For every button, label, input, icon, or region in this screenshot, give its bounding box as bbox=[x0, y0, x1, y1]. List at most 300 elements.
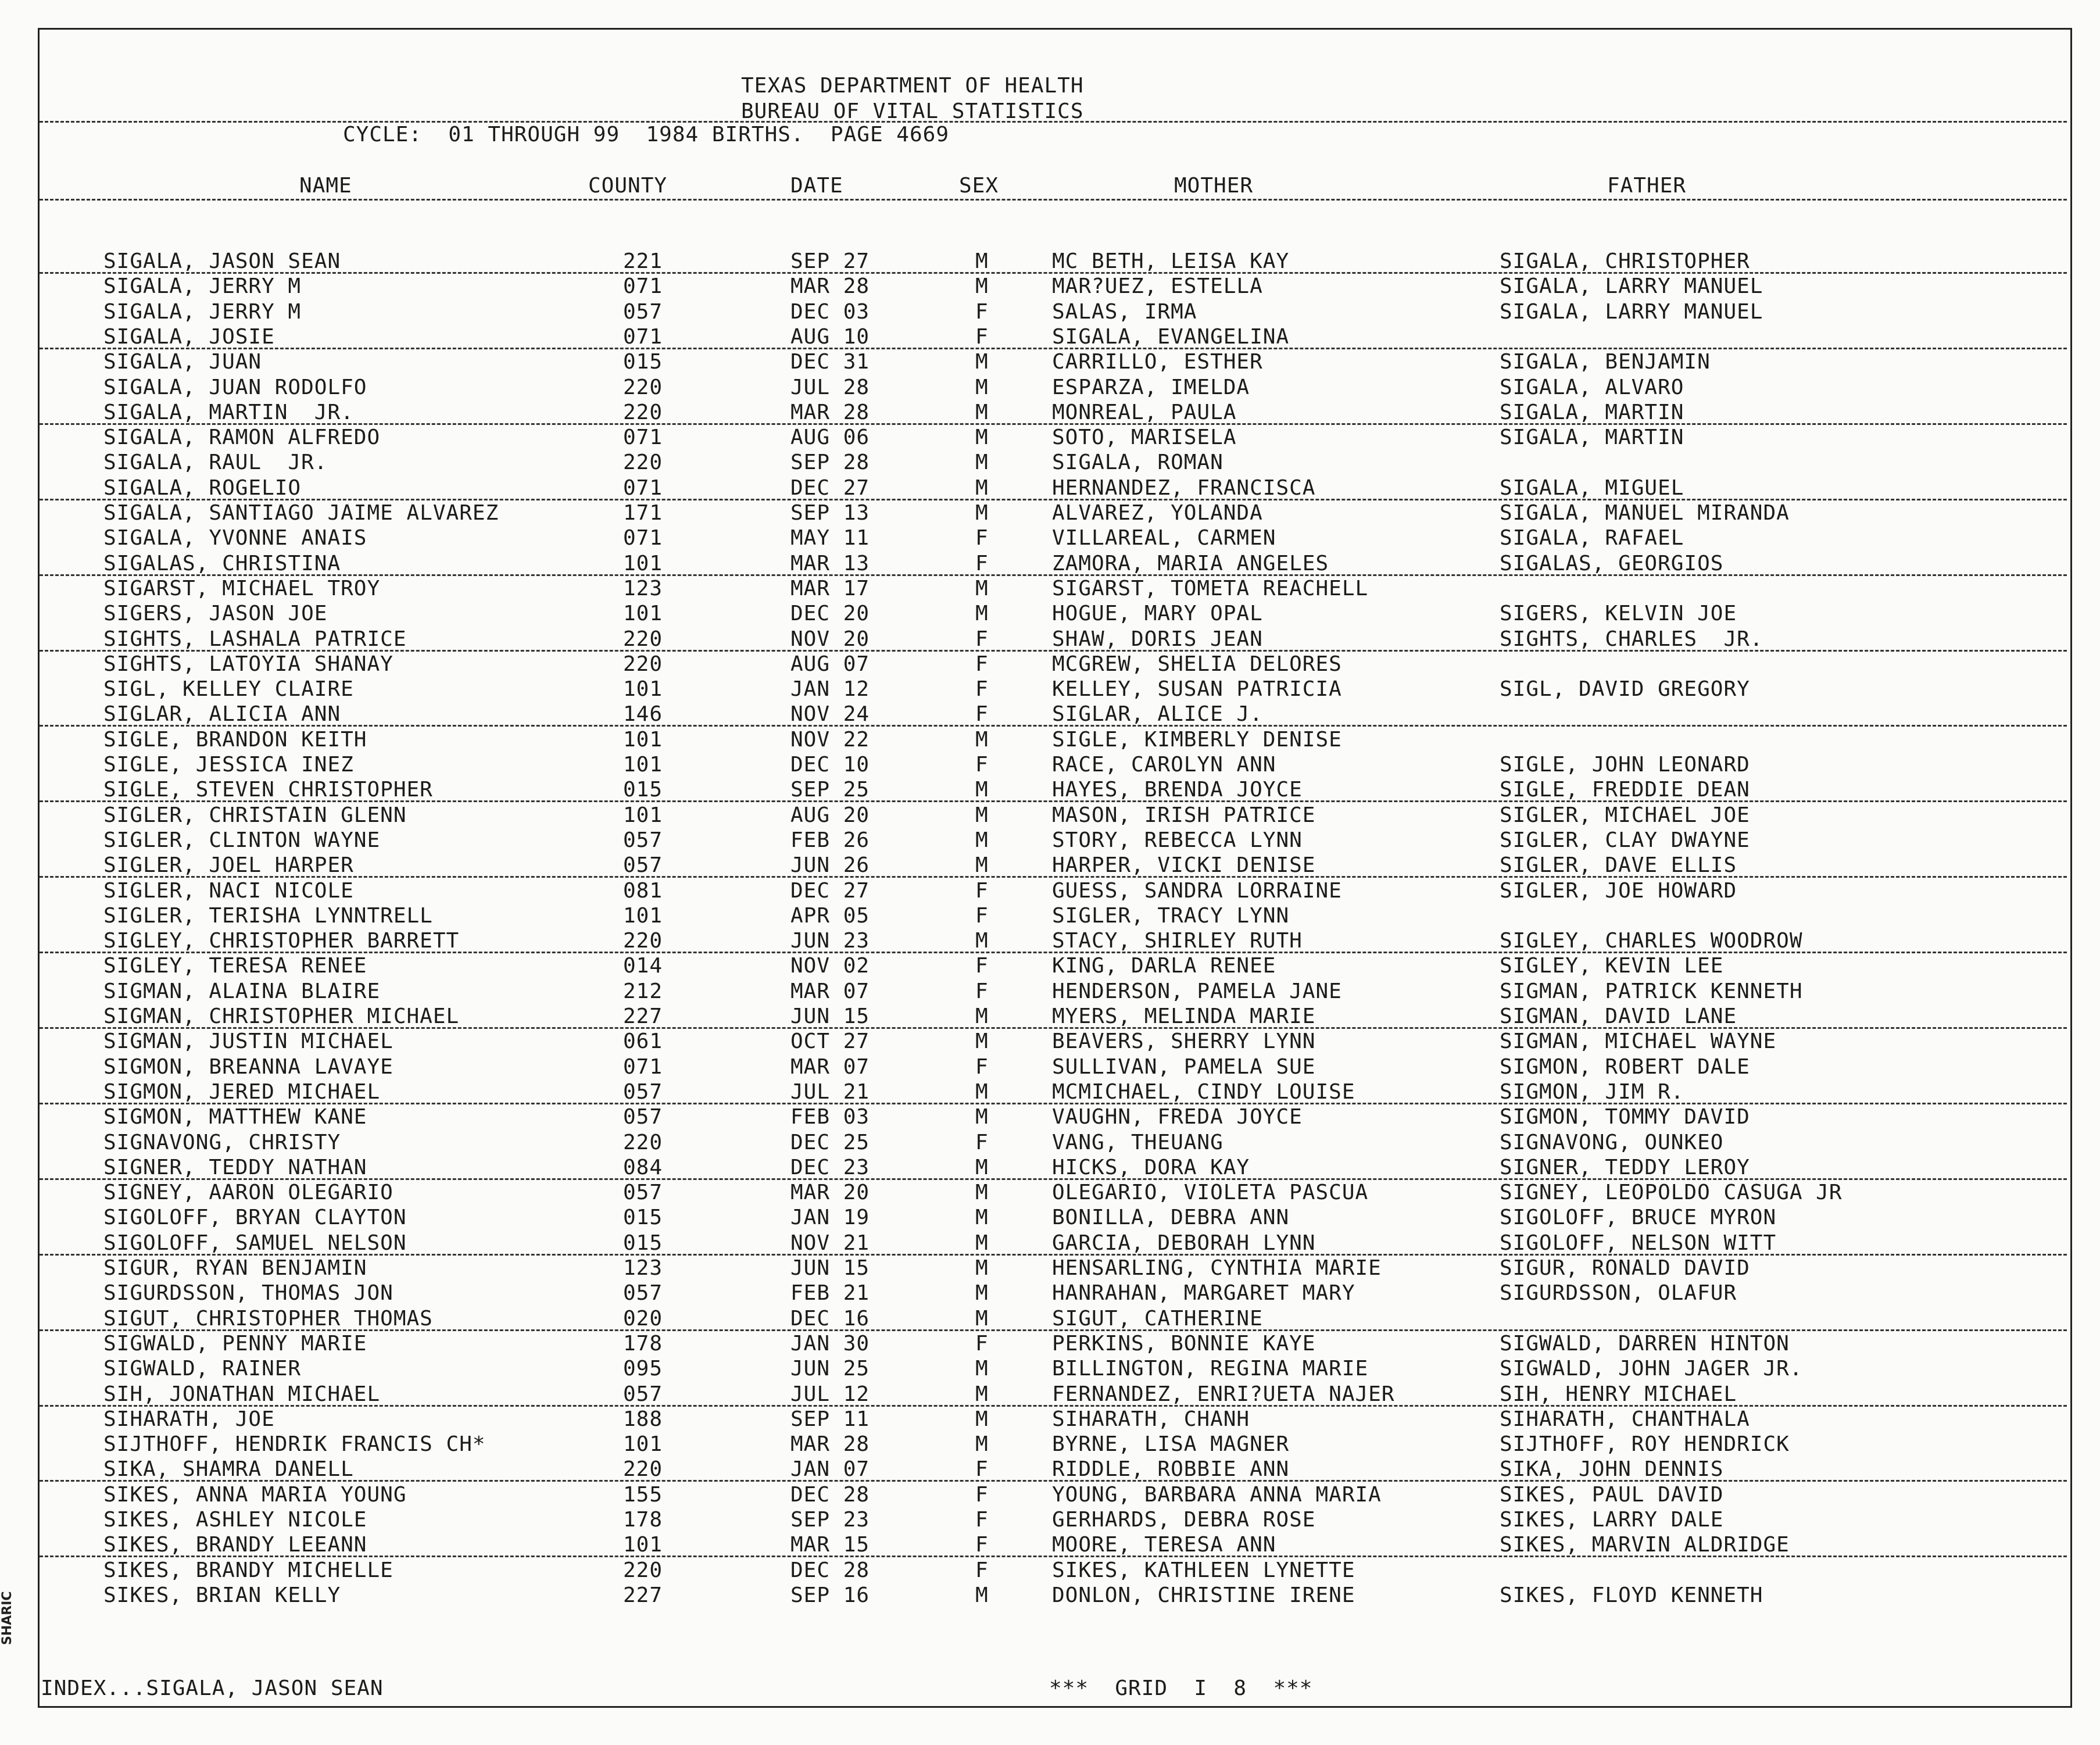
record-name: SIKES, BRANDY LEEANN bbox=[103, 1533, 367, 1557]
record-mother: BYRNE, LISA MAGNER bbox=[1052, 1432, 1290, 1456]
record-mother: STACY, SHIRLEY RUTH bbox=[1052, 929, 1303, 953]
record-sex: F bbox=[975, 627, 989, 651]
record-county: 221 bbox=[623, 249, 663, 273]
record-county: 015 bbox=[623, 350, 663, 374]
row-separator bbox=[40, 1329, 2067, 1331]
record-father: SIGALA, MARTIN bbox=[1500, 425, 1684, 449]
record-mother: HERNANDEZ, FRANCISCA bbox=[1052, 476, 1316, 500]
record-name: SIGALA, JUAN bbox=[103, 350, 262, 374]
record-name: SIGLER, TERISHA LYNNTRELL bbox=[103, 904, 433, 928]
record-mother: DONLON, CHRISTINE IRENE bbox=[1052, 1583, 1355, 1607]
record-sex: M bbox=[975, 728, 989, 752]
record-name: SIGWALD, PENNY MARIE bbox=[103, 1332, 367, 1356]
record-date: JUN 26 bbox=[790, 853, 870, 877]
row-separator bbox=[40, 1254, 2067, 1256]
record-name: SIGALA, ROGELIO bbox=[103, 476, 302, 500]
record-county: 101 bbox=[623, 602, 663, 625]
record-county: 220 bbox=[623, 929, 663, 953]
row-separator bbox=[40, 952, 2067, 953]
record-county: 057 bbox=[623, 828, 663, 852]
record-county: 220 bbox=[623, 450, 663, 474]
record-date: SEP 16 bbox=[790, 1583, 870, 1607]
record-mother: OLEGARIO, VIOLETA PASCUA bbox=[1052, 1181, 1369, 1204]
record-sex: M bbox=[975, 1231, 989, 1255]
record-mother: ZAMORA, MARIA ANGELES bbox=[1052, 552, 1329, 575]
record-county: 057 bbox=[623, 1105, 663, 1129]
record-county: 146 bbox=[623, 702, 663, 726]
record-date: SEP 25 bbox=[790, 778, 870, 802]
record-father: SIGMAN, DAVID LANE bbox=[1500, 1004, 1737, 1028]
record-date: MAR 20 bbox=[790, 1181, 870, 1204]
row-separator bbox=[40, 1480, 2067, 1482]
record-name: SIGLE, JESSICA INEZ bbox=[103, 753, 354, 777]
record-father: SIGALA, RAFAEL bbox=[1500, 526, 1684, 550]
record-name: SIGLAR, ALICIA ANN bbox=[103, 702, 341, 726]
record-name: SIGALA, RAUL JR. bbox=[103, 450, 328, 474]
record-sex: M bbox=[975, 476, 989, 500]
record-name: SIGMAN, CHRISTOPHER MICHAEL bbox=[103, 1004, 460, 1028]
record-name: SIGALA, MARTIN JR. bbox=[103, 401, 354, 424]
record-mother: SIGLER, TRACY LYNN bbox=[1052, 904, 1290, 928]
record-county: 123 bbox=[623, 1256, 663, 1280]
column-header-mother: MOTHER bbox=[1174, 174, 1254, 198]
record-sex: M bbox=[975, 249, 989, 273]
record-father: SIKES, LARRY DALE bbox=[1500, 1508, 1724, 1532]
record-county: 212 bbox=[623, 979, 663, 1003]
record-county: 123 bbox=[623, 577, 663, 600]
record-sex: M bbox=[975, 425, 989, 449]
record-mother: MC BETH, LEISA KAY bbox=[1052, 249, 1290, 273]
record-sex: M bbox=[975, 929, 989, 953]
row-separator bbox=[40, 1405, 2067, 1407]
record-father: SIJTHOFF, ROY HENDRICK bbox=[1500, 1432, 1790, 1456]
record-sex: M bbox=[975, 1080, 989, 1104]
record-mother: SIKES, KATHLEEN LYNETTE bbox=[1052, 1558, 1355, 1582]
record-date: JUN 25 bbox=[790, 1357, 870, 1381]
record-date: NOV 21 bbox=[790, 1231, 870, 1255]
row-separator bbox=[40, 423, 2067, 425]
record-date: SEP 28 bbox=[790, 450, 870, 474]
record-father: SIGNER, TEDDY LEROY bbox=[1500, 1156, 1750, 1179]
record-father: SIGALA, BENJAMIN bbox=[1500, 350, 1711, 374]
record-father: SIGALA, MARTIN bbox=[1500, 401, 1684, 424]
record-father: SIGLEY, KEVIN LEE bbox=[1500, 954, 1724, 978]
record-county: 220 bbox=[623, 627, 663, 651]
record-sex: F bbox=[975, 300, 989, 324]
record-name: SIGLER, CLINTON WAYNE bbox=[103, 828, 381, 852]
column-header-sex: SEX bbox=[959, 174, 999, 198]
record-mother: KING, DARLA RENEE bbox=[1052, 954, 1276, 978]
record-sex: M bbox=[975, 602, 989, 625]
row-separator bbox=[40, 725, 2067, 727]
record-father: SIGALA, LARRY MANUEL bbox=[1500, 300, 1763, 324]
record-county: 014 bbox=[623, 954, 663, 978]
record-sex: F bbox=[975, 652, 989, 676]
record-date: SEP 23 bbox=[790, 1508, 870, 1532]
record-county: 081 bbox=[623, 879, 663, 903]
record-mother: RACE, CAROLYN ANN bbox=[1052, 753, 1276, 777]
row-separator bbox=[40, 1027, 2067, 1029]
record-mother: SIGLE, KIMBERLY DENISE bbox=[1052, 728, 1342, 752]
footer-grid: *** GRID I 8 *** bbox=[1049, 1676, 1313, 1700]
record-date: AUG 06 bbox=[790, 425, 870, 449]
record-father: SIGLER, CLAY DWAYNE bbox=[1500, 828, 1750, 852]
record-county: 061 bbox=[623, 1029, 663, 1053]
record-date: MAR 13 bbox=[790, 552, 870, 575]
column-header-county: COUNTY bbox=[588, 174, 668, 198]
record-county: 220 bbox=[623, 1457, 663, 1481]
record-name: SIKES, BRANDY MICHELLE bbox=[103, 1558, 393, 1582]
row-separator bbox=[40, 800, 2067, 802]
record-name: SIGMAN, ALAINA BLAIRE bbox=[103, 979, 381, 1003]
record-county: 057 bbox=[623, 1181, 663, 1204]
record-date: DEC 10 bbox=[790, 753, 870, 777]
record-name: SIGLER, NACI NICOLE bbox=[103, 879, 354, 903]
record-sex: M bbox=[975, 1357, 989, 1381]
record-sex: F bbox=[975, 1457, 989, 1481]
record-mother: SIGLAR, ALICE J. bbox=[1052, 702, 1263, 726]
record-mother: SHAW, DORIS JEAN bbox=[1052, 627, 1263, 651]
record-father: SIGMAN, MICHAEL WAYNE bbox=[1500, 1029, 1777, 1053]
record-father: SIGALA, MIGUEL bbox=[1500, 476, 1684, 500]
record-name: SIJTHOFF, HENDRIK FRANCIS CH* bbox=[103, 1432, 486, 1456]
record-mother: MCGREW, SHELIA DELORES bbox=[1052, 652, 1342, 676]
record-date: DEC 25 bbox=[790, 1131, 870, 1154]
record-mother: HAYES, BRENDA JOYCE bbox=[1052, 778, 1303, 802]
record-county: 071 bbox=[623, 325, 663, 349]
record-county: 095 bbox=[623, 1357, 663, 1381]
record-name: SIGALA, JASON SEAN bbox=[103, 249, 341, 273]
record-date: FEB 21 bbox=[790, 1281, 870, 1305]
record-date: JUL 28 bbox=[790, 376, 870, 399]
record-mother: MONREAL, PAULA bbox=[1052, 401, 1237, 424]
record-county: 155 bbox=[623, 1483, 663, 1507]
record-county: 057 bbox=[623, 1281, 663, 1305]
record-mother: KELLEY, SUSAN PATRICIA bbox=[1052, 677, 1342, 701]
row-separator bbox=[40, 348, 2067, 349]
record-mother: ALVAREZ, YOLANDA bbox=[1052, 501, 1263, 525]
record-father: SIGLEY, CHARLES WOODROW bbox=[1500, 929, 1803, 953]
record-county: 101 bbox=[623, 904, 663, 928]
record-name: SIH, JONATHAN MICHAEL bbox=[103, 1382, 381, 1406]
record-sex: F bbox=[975, 325, 989, 349]
record-name: SIGALA, JERRY M bbox=[103, 300, 302, 324]
record-name: SIKA, SHAMRA DANELL bbox=[103, 1457, 354, 1481]
record-sex: M bbox=[975, 1029, 989, 1053]
record-sex: F bbox=[975, 526, 989, 550]
side-stamp: SHARIC bbox=[0, 1591, 15, 1645]
row-separator bbox=[40, 650, 2067, 652]
record-mother: PERKINS, BONNIE KAYE bbox=[1052, 1332, 1316, 1356]
record-sex: M bbox=[975, 401, 989, 424]
record-father: SIGL, DAVID GREGORY bbox=[1500, 677, 1750, 701]
record-father: SIGOLOFF, BRUCE MYRON bbox=[1500, 1206, 1777, 1229]
record-name: SIGHTS, LATOYIA SHANAY bbox=[103, 652, 393, 676]
record-mother: BONILLA, DEBRA ANN bbox=[1052, 1206, 1290, 1229]
record-father: SIGUR, RONALD DAVID bbox=[1500, 1256, 1750, 1280]
record-father: SIGMON, TOMMY DAVID bbox=[1500, 1105, 1750, 1129]
record-mother: MYERS, MELINDA MARIE bbox=[1052, 1004, 1316, 1028]
record-sex: M bbox=[975, 501, 989, 525]
record-father: SIGALAS, GEORGIOS bbox=[1500, 552, 1724, 575]
record-mother: CARRILLO, ESTHER bbox=[1052, 350, 1263, 374]
record-mother: FERNANDEZ, ENRI?UETA NAJER bbox=[1052, 1382, 1395, 1406]
record-sex: M bbox=[975, 350, 989, 374]
record-name: SIGLEY, TERESA RENEE bbox=[103, 954, 367, 978]
record-mother: BEAVERS, SHERRY LYNN bbox=[1052, 1029, 1316, 1053]
row-separator bbox=[40, 1178, 2067, 1180]
record-sex: F bbox=[975, 1508, 989, 1532]
record-date: JAN 07 bbox=[790, 1457, 870, 1481]
record-date: DEC 20 bbox=[790, 602, 870, 625]
record-sex: M bbox=[975, 1281, 989, 1305]
record-name: SIGWALD, RAINER bbox=[103, 1357, 302, 1381]
record-mother: SOTO, MARISELA bbox=[1052, 425, 1237, 449]
record-date: DEC 03 bbox=[790, 300, 870, 324]
record-date: SEP 11 bbox=[790, 1407, 870, 1431]
record-date: JAN 19 bbox=[790, 1206, 870, 1229]
record-mother: BILLINGTON, REGINA MARIE bbox=[1052, 1357, 1369, 1381]
record-sex: M bbox=[975, 803, 989, 827]
record-date: MAR 07 bbox=[790, 979, 870, 1003]
record-father: SIGLER, JOE HOWARD bbox=[1500, 879, 1737, 903]
record-mother: HENDERSON, PAMELA JANE bbox=[1052, 979, 1342, 1003]
record-name: SIGOLOFF, BRYAN CLAYTON bbox=[103, 1206, 407, 1229]
record-mother: MOORE, TERESA ANN bbox=[1052, 1533, 1276, 1557]
record-county: 220 bbox=[623, 652, 663, 676]
record-date: MAR 15 bbox=[790, 1533, 870, 1557]
record-county: 057 bbox=[623, 853, 663, 877]
column-header-rule bbox=[40, 199, 2067, 201]
record-sex: F bbox=[975, 904, 989, 928]
record-father: SIHARATH, CHANTHALA bbox=[1500, 1407, 1750, 1431]
record-name: SIGNAVONG, CHRISTY bbox=[103, 1131, 341, 1154]
column-header-name: NAME bbox=[299, 174, 352, 198]
record-sex: F bbox=[975, 1131, 989, 1154]
record-mother: SIGARST, TOMETA REACHELL bbox=[1052, 577, 1369, 600]
record-sex: F bbox=[975, 1055, 989, 1079]
header-agency: TEXAS DEPARTMENT OF HEALTH bbox=[741, 74, 1084, 98]
record-date: MAR 07 bbox=[790, 1055, 870, 1079]
record-sex: M bbox=[975, 1156, 989, 1179]
record-county: 020 bbox=[623, 1307, 663, 1331]
record-county: 071 bbox=[623, 1055, 663, 1079]
record-father: SIGWALD, DARREN HINTON bbox=[1500, 1332, 1790, 1356]
row-separator bbox=[40, 1556, 2067, 1557]
record-date: JUL 12 bbox=[790, 1382, 870, 1406]
record-mother: MASON, IRISH PATRICE bbox=[1052, 803, 1316, 827]
record-father: SIGMAN, PATRICK KENNETH bbox=[1500, 979, 1803, 1003]
record-date: JAN 30 bbox=[790, 1332, 870, 1356]
record-mother: STORY, REBECCA LYNN bbox=[1052, 828, 1303, 852]
record-date: DEC 27 bbox=[790, 476, 870, 500]
record-date: MAR 28 bbox=[790, 401, 870, 424]
record-date: NOV 02 bbox=[790, 954, 870, 978]
record-date: OCT 27 bbox=[790, 1029, 870, 1053]
record-sex: M bbox=[975, 1307, 989, 1331]
record-county: 220 bbox=[623, 1131, 663, 1154]
record-date: NOV 24 bbox=[790, 702, 870, 726]
record-county: 015 bbox=[623, 1206, 663, 1229]
record-father: SIGERS, KELVIN JOE bbox=[1500, 602, 1737, 625]
record-sex: F bbox=[975, 954, 989, 978]
record-sex: M bbox=[975, 1181, 989, 1204]
record-name: SIGNEY, AARON OLEGARIO bbox=[103, 1181, 393, 1204]
record-mother: SIHARATH, CHANH bbox=[1052, 1407, 1250, 1431]
record-name: SIGLER, CHRISTAIN GLENN bbox=[103, 803, 407, 827]
record-county: 071 bbox=[623, 526, 663, 550]
record-mother: HOGUE, MARY OPAL bbox=[1052, 602, 1263, 625]
record-county: 101 bbox=[623, 677, 663, 701]
record-date: FEB 26 bbox=[790, 828, 870, 852]
record-county: 227 bbox=[623, 1583, 663, 1607]
record-name: SIGALA, RAMON ALFREDO bbox=[103, 425, 381, 449]
record-sex: F bbox=[975, 979, 989, 1003]
record-father: SIGNEY, LEOPOLDO CASUGA JR bbox=[1500, 1181, 1843, 1204]
record-mother: SIGALA, EVANGELINA bbox=[1052, 325, 1290, 349]
record-father: SIGLE, JOHN LEONARD bbox=[1500, 753, 1750, 777]
record-sex: F bbox=[975, 552, 989, 575]
record-mother: VILLAREAL, CARMEN bbox=[1052, 526, 1276, 550]
column-header-father: FATHER bbox=[1607, 174, 1687, 198]
record-name: SIHARATH, JOE bbox=[103, 1407, 275, 1431]
record-date: DEC 28 bbox=[790, 1483, 870, 1507]
row-separator bbox=[40, 499, 2067, 500]
header-bureau: BUREAU OF VITAL STATISTICS bbox=[741, 99, 1084, 123]
record-mother: VAUGHN, FREDA JOYCE bbox=[1052, 1105, 1303, 1129]
record-mother: GERHARDS, DEBRA ROSE bbox=[1052, 1508, 1316, 1532]
record-name: SIGALA, SANTIAGO JAIME ALVAREZ bbox=[103, 501, 499, 525]
record-sex: F bbox=[975, 677, 989, 701]
record-date: DEC 31 bbox=[790, 350, 870, 374]
record-sex: M bbox=[975, 853, 989, 877]
record-name: SIKES, ANNA MARIA YOUNG bbox=[103, 1483, 407, 1507]
record-father: SIGLER, DAVE ELLIS bbox=[1500, 853, 1737, 877]
header-cycle: CYCLE: 01 THROUGH 99 1984 BIRTHS. PAGE 4669 bbox=[343, 123, 949, 146]
record-father: SIGURDSSON, OLAFUR bbox=[1500, 1281, 1737, 1305]
record-name: SIGL, KELLEY CLAIRE bbox=[103, 677, 354, 701]
record-county: 178 bbox=[623, 1332, 663, 1356]
record-county: 101 bbox=[623, 728, 663, 752]
record-county: 178 bbox=[623, 1508, 663, 1532]
record-mother: SIGALA, ROMAN bbox=[1052, 450, 1223, 474]
record-name: SIGNER, TEDDY NATHAN bbox=[103, 1156, 367, 1179]
record-sex: M bbox=[975, 1583, 989, 1607]
record-father: SIH, HENRY MICHAEL bbox=[1500, 1382, 1737, 1406]
record-name: SIGERS, JASON JOE bbox=[103, 602, 328, 625]
record-name: SIGALAS, CHRISTINA bbox=[103, 552, 341, 575]
record-date: MAR 17 bbox=[790, 577, 870, 600]
record-mother: HICKS, DORA KAY bbox=[1052, 1156, 1250, 1179]
record-sex: F bbox=[975, 753, 989, 777]
record-county: 071 bbox=[623, 274, 663, 298]
record-father: SIGWALD, JOHN JAGER JR. bbox=[1500, 1357, 1803, 1381]
record-name: SIGLE, BRANDON KEITH bbox=[103, 728, 367, 752]
record-sex: M bbox=[975, 450, 989, 474]
record-sex: M bbox=[975, 1206, 989, 1229]
record-date: JUL 21 bbox=[790, 1080, 870, 1104]
row-separator bbox=[40, 1103, 2067, 1104]
record-county: 220 bbox=[623, 401, 663, 424]
record-mother: YOUNG, BARBARA ANNA MARIA bbox=[1052, 1483, 1382, 1507]
record-date: MAR 28 bbox=[790, 1432, 870, 1456]
record-county: 220 bbox=[623, 1558, 663, 1582]
record-sex: F bbox=[975, 1483, 989, 1507]
record-sex: M bbox=[975, 274, 989, 298]
record-mother: HARPER, VICKI DENISE bbox=[1052, 853, 1316, 877]
record-county: 220 bbox=[623, 376, 663, 399]
record-sex: F bbox=[975, 1533, 989, 1557]
column-header-date: DATE bbox=[790, 174, 843, 198]
record-sex: F bbox=[975, 1332, 989, 1356]
record-mother: GARCIA, DEBORAH LYNN bbox=[1052, 1231, 1316, 1255]
record-county: 101 bbox=[623, 753, 663, 777]
record-sex: M bbox=[975, 577, 989, 600]
record-date: DEC 27 bbox=[790, 879, 870, 903]
record-father: SIKES, MARVIN ALDRIDGE bbox=[1500, 1533, 1790, 1557]
record-sex: M bbox=[975, 1432, 989, 1456]
record-father: SIGLE, FREDDIE DEAN bbox=[1500, 778, 1750, 802]
record-date: JUN 15 bbox=[790, 1256, 870, 1280]
record-father: SIGALA, CHRISTOPHER bbox=[1500, 249, 1750, 273]
record-father: SIGMON, ROBERT DALE bbox=[1500, 1055, 1750, 1079]
record-date: FEB 03 bbox=[790, 1105, 870, 1129]
record-county: 101 bbox=[623, 1432, 663, 1456]
record-mother: MAR?UEZ, ESTELLA bbox=[1052, 274, 1263, 298]
record-name: SIGMON, JERED MICHAEL bbox=[103, 1080, 381, 1104]
record-date: AUG 20 bbox=[790, 803, 870, 827]
record-sex: M bbox=[975, 1004, 989, 1028]
record-father: SIGMON, JIM R. bbox=[1500, 1080, 1684, 1104]
record-sex: M bbox=[975, 376, 989, 399]
record-date: SEP 13 bbox=[790, 501, 870, 525]
record-father: SIGALA, ALVARO bbox=[1500, 376, 1684, 399]
record-mother: VANG, THEUANG bbox=[1052, 1131, 1223, 1154]
record-county: 057 bbox=[623, 300, 663, 324]
row-separator bbox=[40, 272, 2067, 274]
record-name: SIKES, ASHLEY NICOLE bbox=[103, 1508, 367, 1532]
record-name: SIGLEY, CHRISTOPHER BARRETT bbox=[103, 929, 460, 953]
record-mother: SALAS, IRMA bbox=[1052, 300, 1197, 324]
record-date: DEC 28 bbox=[790, 1558, 870, 1582]
footer-index: INDEX...SIGALA, JASON SEAN bbox=[41, 1676, 384, 1700]
record-father: SIKES, FLOYD KENNETH bbox=[1500, 1583, 1763, 1607]
record-date: APR 05 bbox=[790, 904, 870, 928]
record-date: MAY 11 bbox=[790, 526, 870, 550]
record-date: AUG 10 bbox=[790, 325, 870, 349]
record-name: SIGOLOFF, SAMUEL NELSON bbox=[103, 1231, 407, 1255]
record-name: SIGMON, BREANNA LAVAYE bbox=[103, 1055, 393, 1079]
record-name: SIGHTS, LASHALA PATRICE bbox=[103, 627, 407, 651]
record-county: 071 bbox=[623, 476, 663, 500]
record-sex: F bbox=[975, 879, 989, 903]
record-date: NOV 20 bbox=[790, 627, 870, 651]
record-mother: MCMICHAEL, CINDY LOUISE bbox=[1052, 1080, 1355, 1104]
row-separator bbox=[40, 574, 2067, 576]
record-sex: M bbox=[975, 1105, 989, 1129]
record-father: SIGOLOFF, NELSON WITT bbox=[1500, 1231, 1777, 1255]
record-name: SIGALA, JERRY M bbox=[103, 274, 302, 298]
record-county: 171 bbox=[623, 501, 663, 525]
record-county: 015 bbox=[623, 778, 663, 802]
record-name: SIGALA, JOSIE bbox=[103, 325, 275, 349]
record-county: 071 bbox=[623, 425, 663, 449]
record-father: SIGALA, MANUEL MIRANDA bbox=[1500, 501, 1790, 525]
record-mother: ESPARZA, IMELDA bbox=[1052, 376, 1250, 399]
record-mother: HENSARLING, CYNTHIA MARIE bbox=[1052, 1256, 1382, 1280]
record-name: SIGUR, RYAN BENJAMIN bbox=[103, 1256, 367, 1280]
record-date: NOV 22 bbox=[790, 728, 870, 752]
